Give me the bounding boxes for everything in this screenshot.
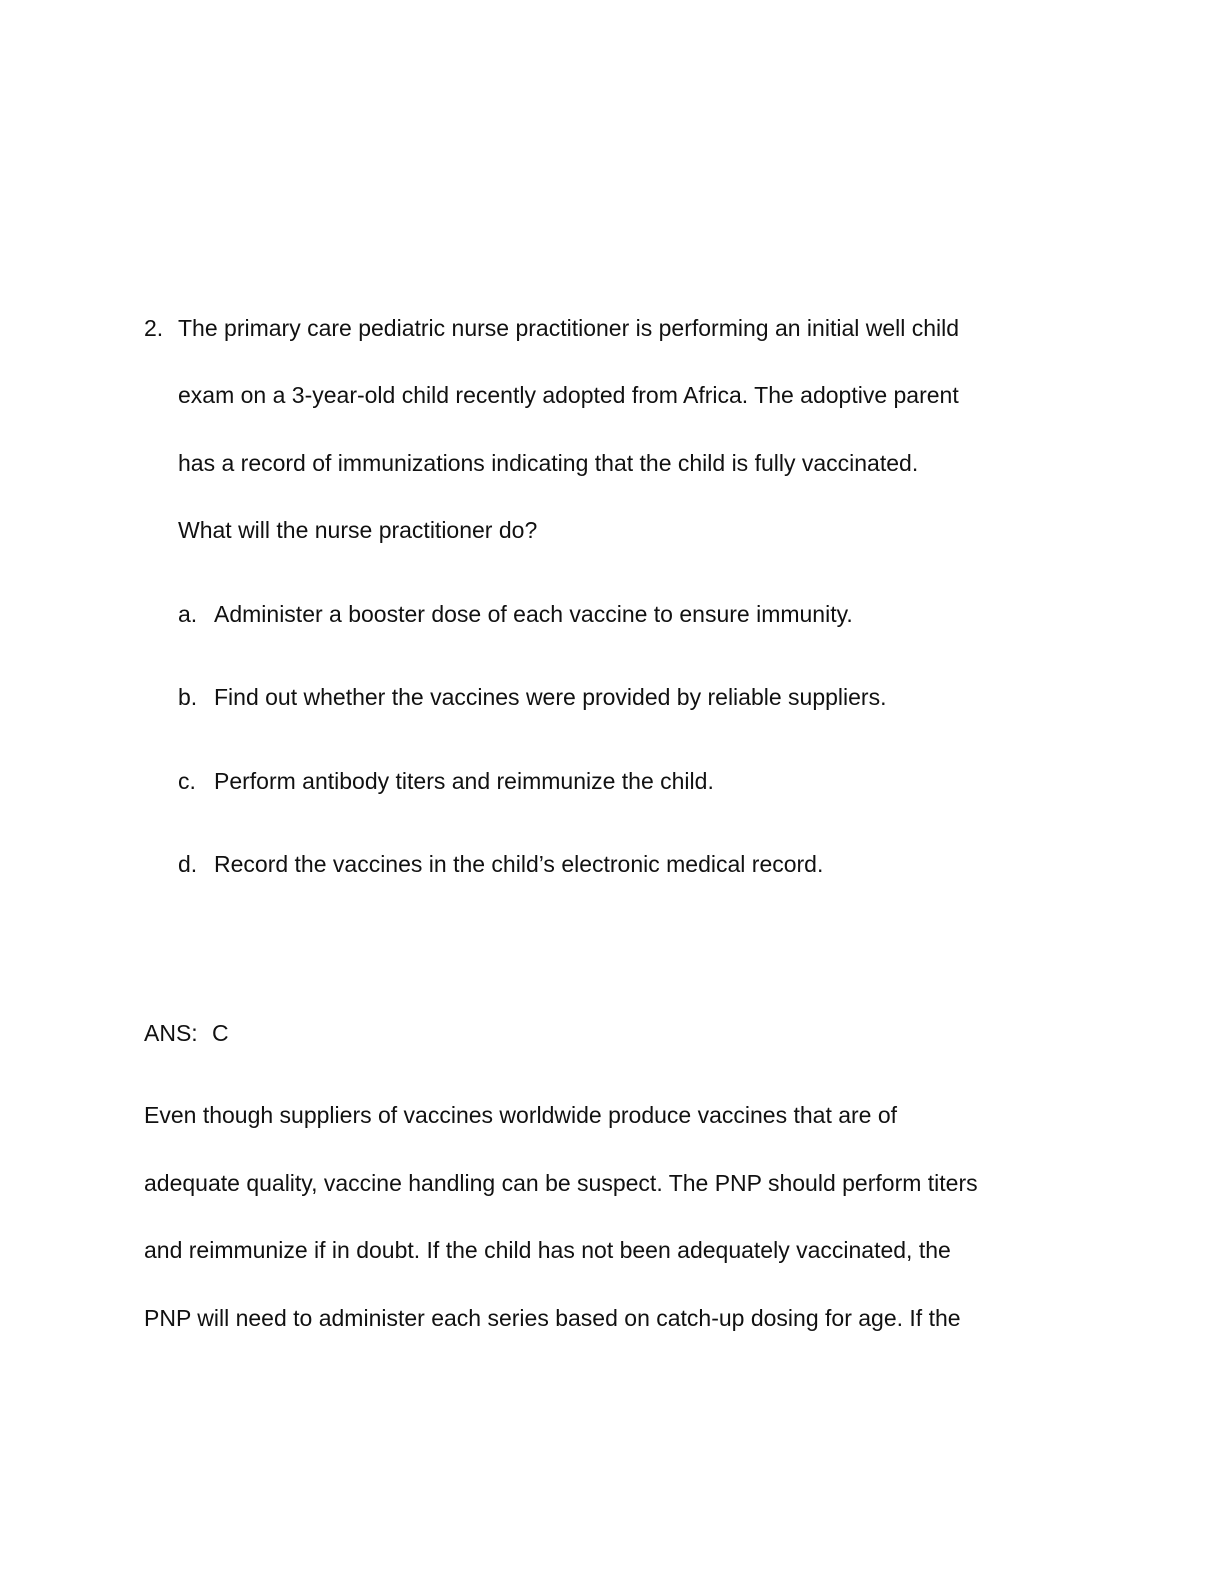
question-stem-line-2: exam on a 3-year-old child recently adopted from Africa. The adoptive parent [178, 382, 959, 408]
answer-value: C [212, 1020, 229, 1046]
rationale-line-4: PNP will need to administer each series based on catch-up dosing for age. If the [144, 1305, 961, 1331]
option-letter: a. [178, 601, 198, 627]
rationale-line-2: adequate quality, vaccine handling can be suspect. The PNP should perform titers [144, 1170, 978, 1196]
question-stem-line-1: The primary care pediatric nurse practitioner is performing an initial well child [178, 315, 960, 341]
option-text: Administer a booster dose of each vaccine to ensure immunity. [214, 601, 853, 627]
rationale-line-1: Even though suppliers of vaccines worldwide produce vaccines that are of [144, 1102, 898, 1128]
option-letter: c. [178, 768, 196, 794]
option-text: Perform antibody titers and reimmunize the child. [214, 768, 714, 794]
option-text: Record the vaccines in the child’s electronic medical record. [214, 851, 824, 877]
answer-label: ANS: [144, 1020, 198, 1046]
option-letter: d. [178, 851, 198, 877]
question-stem-line-3: has a record of immunizations indicating that the child is fully vaccinated. [178, 450, 919, 476]
question-stem-line-4: What will the nurse practitioner do? [178, 517, 538, 543]
option-text: Find out whether the vaccines were provided by reliable suppliers. [214, 684, 887, 710]
rationale-line-3: and reimmunize if in doubt. If the child has not been adequately vaccinated, the [144, 1237, 951, 1263]
option-letter: b. [178, 684, 198, 710]
question-number: 2. [144, 315, 164, 341]
